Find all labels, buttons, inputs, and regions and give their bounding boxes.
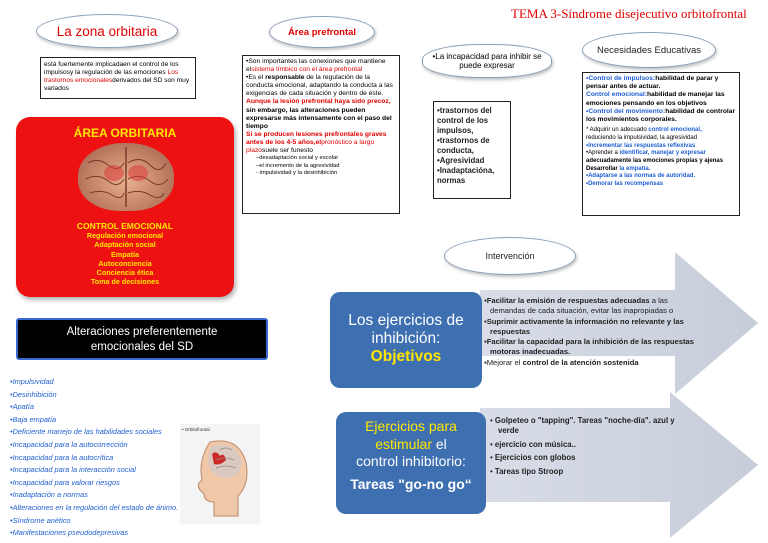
estimular-bullets (490, 416, 690, 477)
head-image (180, 424, 260, 524)
list-item: •Inadaptación a normas (10, 490, 88, 500)
list-item: •Alteraciones en la regulación del estado de ánimo. (10, 502, 179, 512)
zona-orbitaria-title: La zona orbitaria (36, 14, 178, 48)
necesidades-text: •Control de impulsos:habilidad de parar y pensar antes de actuar. Control emocional:habilidad de manejar las emociones pensando en los objetivos •Control del movimiento:habilidad de controlar los movimientos corporales. * Adquirir un adecuado control emocional, reduciendo la impulsividad, la agresividad •Incrementar las respuestas reflexivas •Aprender a identificar, manejar y expresar adecuadamente las emociones propias y ajenas Desarrollar la empatía. •Adaptarse a las normas de autoridad. •Demorar las recompensas (582, 72, 740, 216)
list-item: •Agresividad (437, 156, 485, 165)
list-item: ▪Facilitar la emisión de respuestas adecuadas a las demandas de cada situación, evitar las inapropiadas o (484, 296, 674, 316)
list-item: –el incremento de la agresividad (256, 162, 340, 169)
list-item: ▪Mejorar el control de la atención sostenida (484, 357, 639, 367)
list-item: • Golpeteo o "tapping". Tareas "noche-día". azul y verde (490, 416, 675, 436)
list-item: Empatía (111, 249, 139, 259)
necesidades-title: Necesidades Educativas (582, 32, 716, 68)
list-item: •Desinhibición (10, 389, 57, 399)
brain-image (78, 143, 174, 211)
list-item: •Manifestaciones pseudodepresivas (10, 528, 129, 538)
list-item: • Tareas tipo Stroop (490, 466, 564, 476)
list-item: •Incapacidad para la autocorrección (10, 439, 128, 449)
tema-title: TEMA 3-Síndrome disejecutivo orbitofrontal (511, 6, 747, 21)
area-orbitaria-panel (16, 117, 234, 297)
intervencion-title: Intervención (444, 237, 576, 275)
list-item: •trastornos de conducta, (437, 136, 490, 155)
area-prefrontal-text: •Son importantes las conexiones que mantiene elsistema límbico con el área prefrontal •Es el responsable de la regulación de la conducta emocional, adaptando la conducta a las exigencias de cada situación y dentro de éste. Aunque la lesión prefrontal haya sido precoz, sin embargo, las alteraciones pueden expresarse más intensamente con el paso del tiempo Si se producen lesiones prefrontales graves antes de los 4-5 años,elpronóstico a largo plazosuele ser funesto –desadaptación social y escolar –el incremento de la agresividad - impulsividad y la desinhibición (242, 55, 400, 214)
list-item: •Incapacidad para la interacción social (10, 465, 136, 475)
inhibicion-bullets (484, 296, 694, 368)
list-item: Adaptación social (94, 240, 156, 250)
zona-orbitaria-text: está fuertemente implicadaen el control de los impulsosy la regulación de las emociones Los trastornos emocionalesderivados del SD son muy variados (40, 57, 196, 99)
head-image-label: • Orbitofrontal (182, 427, 210, 432)
list-item: ▪Suprimir activamente la información no relevante y las respuestas (484, 316, 684, 336)
list-item: Toma de decisiones (90, 277, 160, 287)
incapacidad-title: •La incapacidad para inhibir se puede expresar (422, 44, 552, 78)
list-item: •Incapacidad para valorar riesgos (10, 477, 120, 487)
alteraciones-title: Alteraciones preferentemente emocionales del SD (16, 318, 268, 360)
list-item: •Deficiente manejo de las habilidades sociales (10, 427, 162, 437)
area-orbitaria-list (16, 231, 234, 287)
estimular-box: Ejercicios para estimular el control inhibitorio: Tareas "go-no go“ (336, 412, 486, 514)
list-item: •trastornos del control de los impulsos, (437, 106, 492, 135)
list-item: •Incapacidad para la autocrítica (10, 452, 114, 462)
incapacidad-list (433, 101, 511, 199)
inhibicion-box: Los ejercicios de inhibición: Objetivos (330, 292, 482, 388)
list-item: • Ejercicios con globos (490, 453, 576, 463)
list-item: - impulsividad y la desinhibición (256, 169, 338, 176)
list-item: •Impulsividad (10, 377, 54, 386)
list-item: –desadaptación social y escolar (256, 155, 339, 162)
list-item: • ejercicio con música.. (490, 439, 576, 449)
area-orbitaria-title: ÁREA ORBITARIA (73, 126, 177, 140)
list-item: •Apatía (10, 402, 34, 412)
list-item: Autoconciencia (98, 258, 152, 268)
list-item: Conciencia ética (96, 268, 154, 278)
control-emocional-heading: CONTROL EMOCIONAL (76, 221, 174, 231)
list-item: •Síndrome anético (10, 515, 71, 525)
list-item: •Inadaptacióna, normas (437, 166, 495, 185)
list-item: Regulación emocional (86, 231, 164, 240)
area-prefrontal-title: Área prefrontal (269, 16, 375, 48)
list-item: ▪Facilitar la capacidad para la inhibición de las respuestas motoras inadecuadas. (484, 337, 694, 357)
list-item: •Baja empatía (10, 414, 57, 424)
